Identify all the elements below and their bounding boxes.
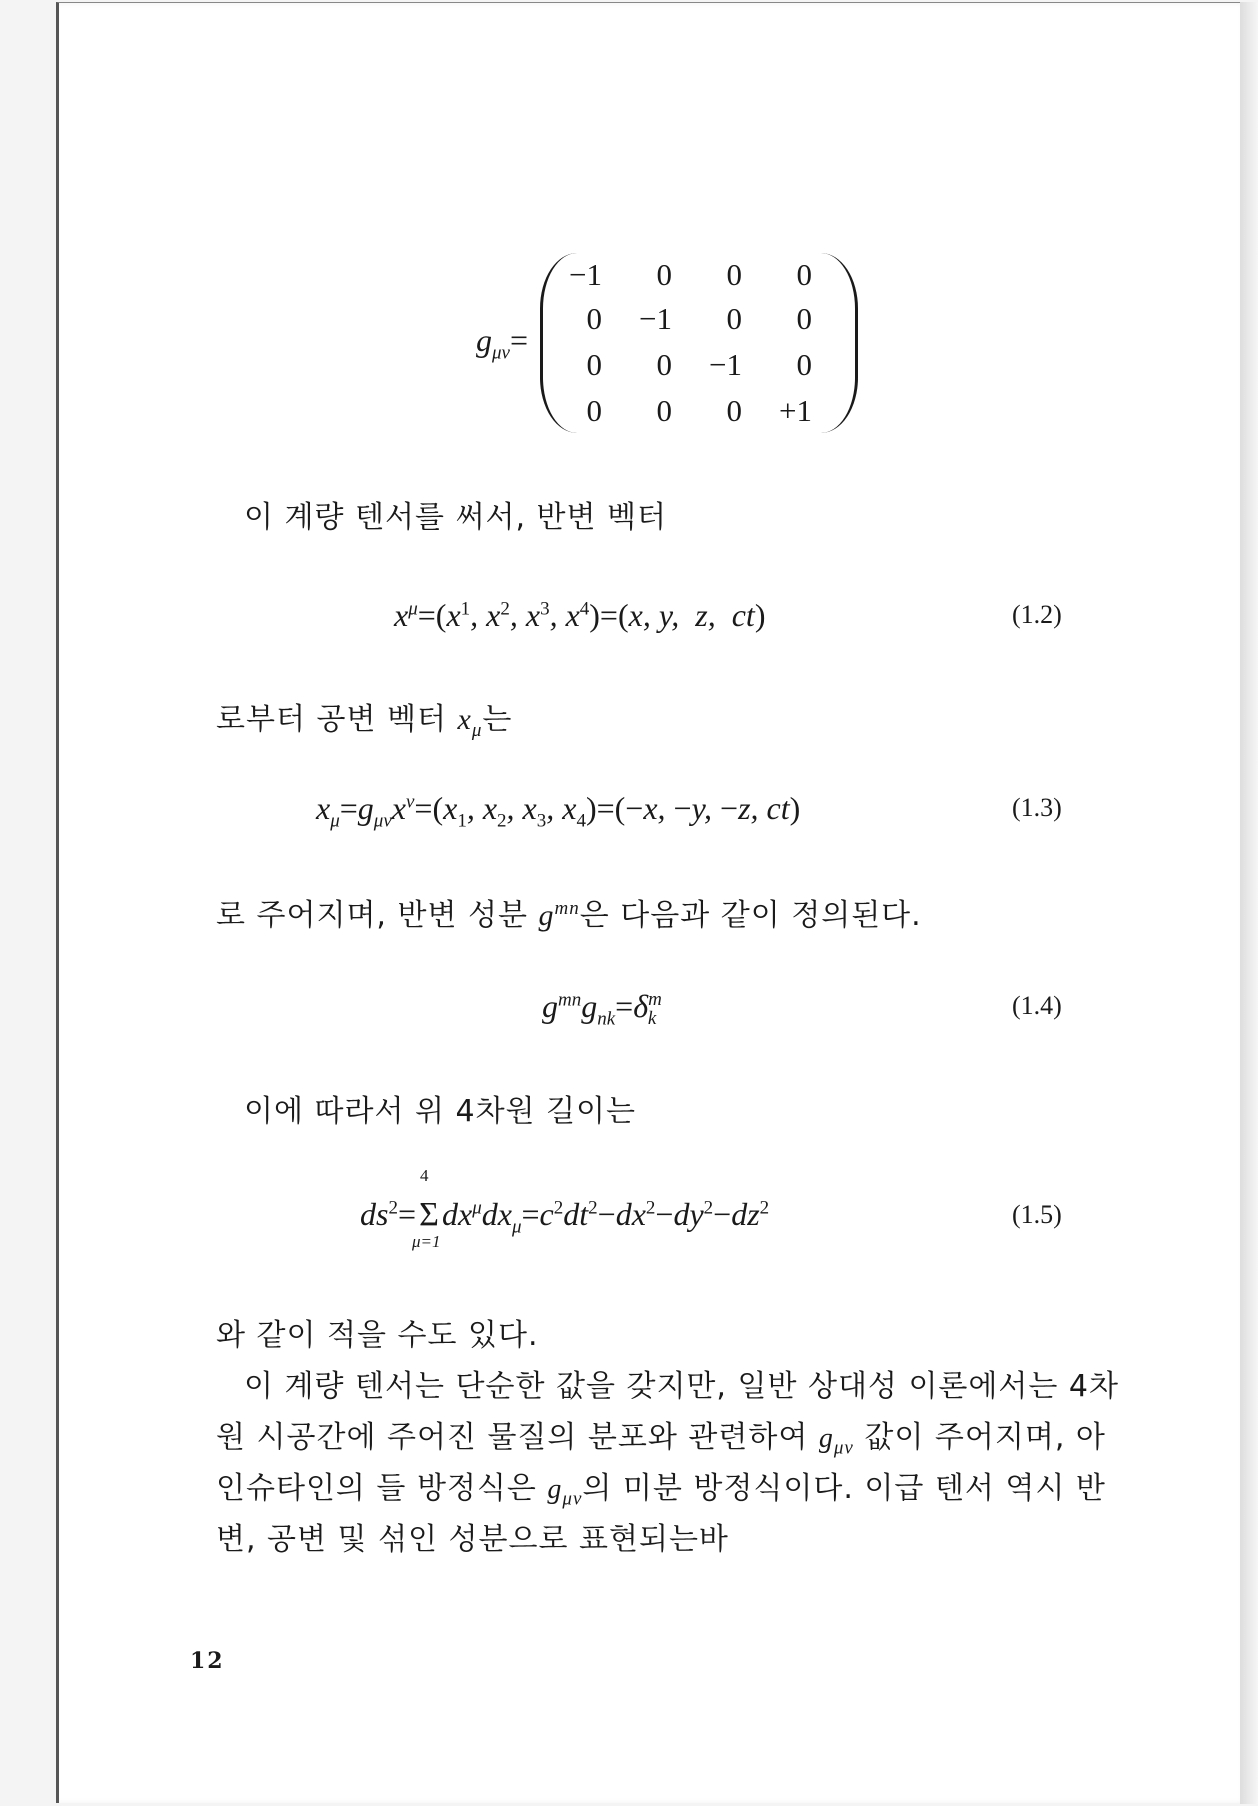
matrix-cell: 0 bbox=[796, 347, 812, 382]
paragraph-line: 인슈타인의 들 방정식은 $g_{\mu\nu}$의 미분 방정식이다. 이급 텐서 역시 반 bbox=[216, 1471, 1106, 1510]
matrix-cell: −1 bbox=[639, 301, 672, 336]
matrix-cell: 0 bbox=[586, 347, 602, 382]
matrix-cell: 0 bbox=[656, 257, 672, 292]
matrix-cell: 0 bbox=[586, 301, 602, 336]
equation-1-3: $x_\mu=g_{\mu\nu}x^\nu=(x_1$, $x_2$, $x_3$, $x_4)=(-x$, −y, −z, ct) bbox=[316, 790, 801, 832]
text-line: 로 주어지며, 반변 성분 $g^{mn}$은 다음과 같이 정의된다. bbox=[216, 898, 922, 933]
equation-number: (1.5) bbox=[1012, 1200, 1062, 1229]
sum-lower-limit: μ=1 bbox=[412, 1232, 441, 1251]
text-line: 이에 따라서 위 4차원 길이는 bbox=[244, 1094, 637, 1129]
matrix-cell: 0 bbox=[656, 347, 672, 382]
matrix-cell: 0 bbox=[726, 301, 742, 336]
sum-upper-limit: 4 bbox=[420, 1166, 429, 1185]
equation-number: (1.2) bbox=[1012, 600, 1062, 629]
matrix-cell: 0 bbox=[796, 301, 812, 336]
matrix-right-paren bbox=[821, 253, 858, 433]
equation-number: (1.3) bbox=[1012, 793, 1062, 822]
equation-number: (1.4) bbox=[1012, 991, 1062, 1020]
metric-tensor-label: $g_{\mu\nu}=$ bbox=[476, 322, 529, 364]
equation-1-4: $g^{mn}g_{nk}=\delta^m_k$ bbox=[542, 988, 662, 1030]
paragraph-line: 변, 공변 및 섞인 성분으로 표현되는바 bbox=[216, 1522, 729, 1557]
matrix-cell: 0 bbox=[656, 393, 672, 428]
matrix-cell: −1 bbox=[569, 257, 602, 292]
matrix-cell: 0 bbox=[726, 257, 742, 292]
paragraph-line: 이 계량 텐서는 단순한 값을 갖지만, 일반 상대성 이론에서는 4차 bbox=[244, 1369, 1119, 1404]
matrix-cell: 0 bbox=[586, 393, 602, 428]
equation-1-2: $x^\mu=(x^1$, $x^2$, $x^3$, $x^4)=(x$, y, z, ct) bbox=[394, 597, 766, 633]
matrix-cell: 0 bbox=[796, 257, 812, 292]
text-line: 로부터 공변 벡터 $x_\mu$는 bbox=[216, 702, 513, 741]
metric-matrix bbox=[540, 253, 858, 433]
page-number: 12 bbox=[190, 1648, 225, 1674]
equation-1-5: $ds^2=\Sigma$ 4 μ=1 $dx^\mu dx_\mu=c^2dt^2-dx^2-dy^2-dz^2$ bbox=[360, 1166, 770, 1251]
text-line: 이 계량 텐서를 써서, 반변 벡터 bbox=[244, 500, 667, 535]
paragraph-line: 원 시공간에 주어진 물질의 분포와 관련하여 $g_{\mu\nu}$ 값이 주어지며, 아 bbox=[216, 1420, 1106, 1459]
page-edge bbox=[1240, 2, 1258, 1804]
text-line: 와 같이 적을 수도 있다. bbox=[216, 1318, 539, 1353]
matrix-cell: +1 bbox=[779, 393, 812, 428]
matrix-cell: −1 bbox=[709, 347, 742, 382]
matrix-cell: 0 bbox=[726, 393, 742, 428]
